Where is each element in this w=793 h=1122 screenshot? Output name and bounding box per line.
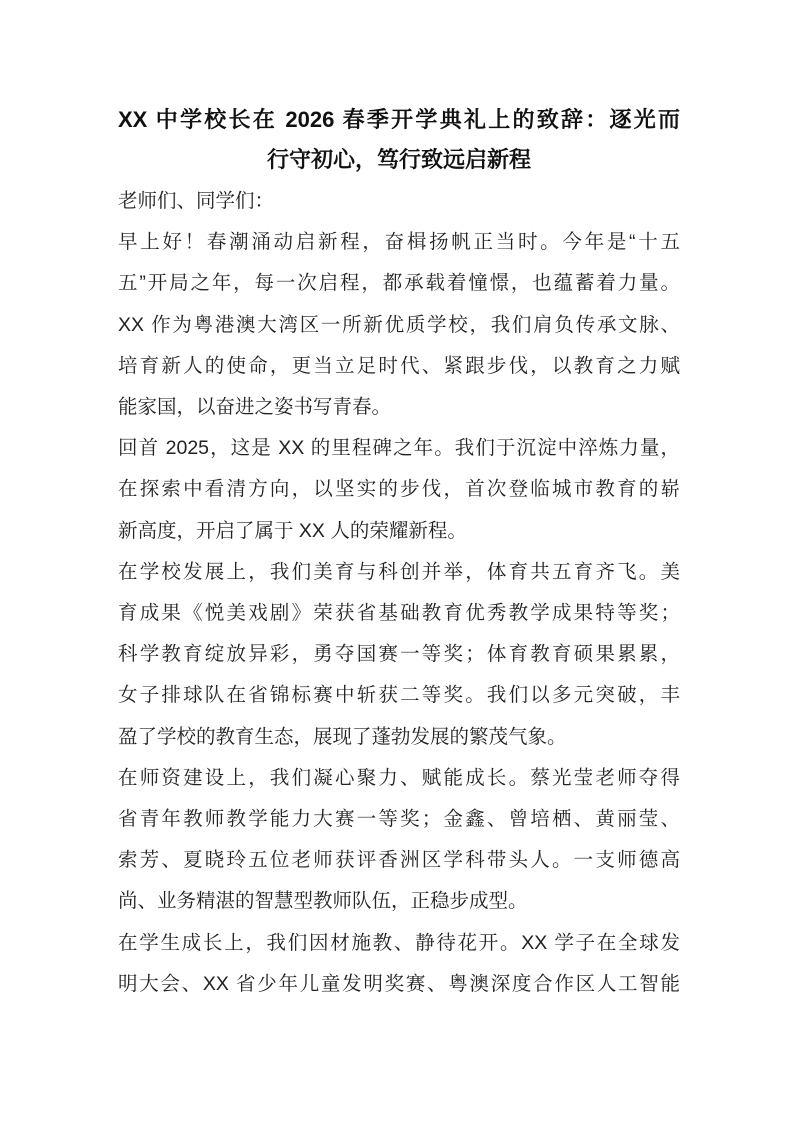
text-line: 科学教育绽放异彩，勇夺国赛一等奖；体育教育硕果累累， (118, 643, 680, 666)
title-line: XX 中学校长在 2026 春季开学典礼上的致辞：逐光而 (118, 107, 680, 132)
text-line: 新高度，开启了属于 XX 人的荣耀新程。 (118, 519, 467, 542)
text-line: 老师们、同学们： (118, 190, 275, 212)
text-line: 在学生成长上，我们因材施教、静待花开。XX 学子在全球发 (118, 931, 680, 954)
text-line: XX 作为粤港澳大湾区一所新优质学校，我们肩负传承文脉、 (118, 313, 680, 336)
title-line: 行守初心，笃行致远启新程 (266, 147, 531, 172)
text-line: 在探索中看清方向，以坚实的步伐，首次登临城市教育的崭 (118, 478, 680, 501)
text-line: 省青年教师教学能力大赛一等奖；金鑫、曾培栖、黄丽莹、 (118, 808, 680, 831)
text-line: 育成果《悦美戏剧》荣获省基础教育优秀教学成果特等奖； (118, 602, 680, 625)
text-line: 尚、业务精湛的智慧型教师队伍，正稳步成型。 (118, 890, 528, 913)
paragraph (118, 222, 680, 428)
paragraph (118, 552, 680, 758)
text-line: 能家国，以奋进之姿书写青春。 (118, 396, 392, 419)
paragraph (118, 923, 680, 1005)
paragraph (118, 428, 680, 552)
document-title (118, 100, 680, 180)
text-line: 回首 2025，这是 XX 的里程碑之年。我们于沉淀中淬炼力量， (118, 437, 680, 460)
text-line: 在师资建设上，我们凝心聚力、赋能成长。蔡光莹老师夺得 (118, 766, 680, 789)
paragraph (118, 758, 680, 923)
text-line: 盈了学校的教育生态，展现了蓬勃发展的繁茂气象。 (118, 725, 567, 748)
document-body (118, 181, 680, 1005)
text-line: 五”开局之年，每一次启程，都承载着憧憬，也蕴蓄着力量。 (118, 272, 680, 295)
text-line: 明大会、XX 省少年儿童发明奖赛、粤澳深度合作区人工智能 (118, 972, 680, 995)
text-line: 早上好！春潮涌动启新程，奋楫扬帆正当时。今年是“十五 (118, 231, 680, 254)
paragraph (118, 181, 680, 222)
text-line: 培育新人的使命，更当立足时代、紧跟步伐，以教育之力赋 (118, 354, 680, 377)
text-line: 女子排球队在省锦标赛中斩获二等奖。我们以多元突破，丰 (118, 684, 680, 707)
text-line: 索芳、夏晓玲五位老师获评香洲区学科带头人。一支师德高 (118, 849, 680, 872)
text-line: 在学校发展上，我们美育与科创并举，体育共五育齐飞。美 (118, 560, 680, 583)
